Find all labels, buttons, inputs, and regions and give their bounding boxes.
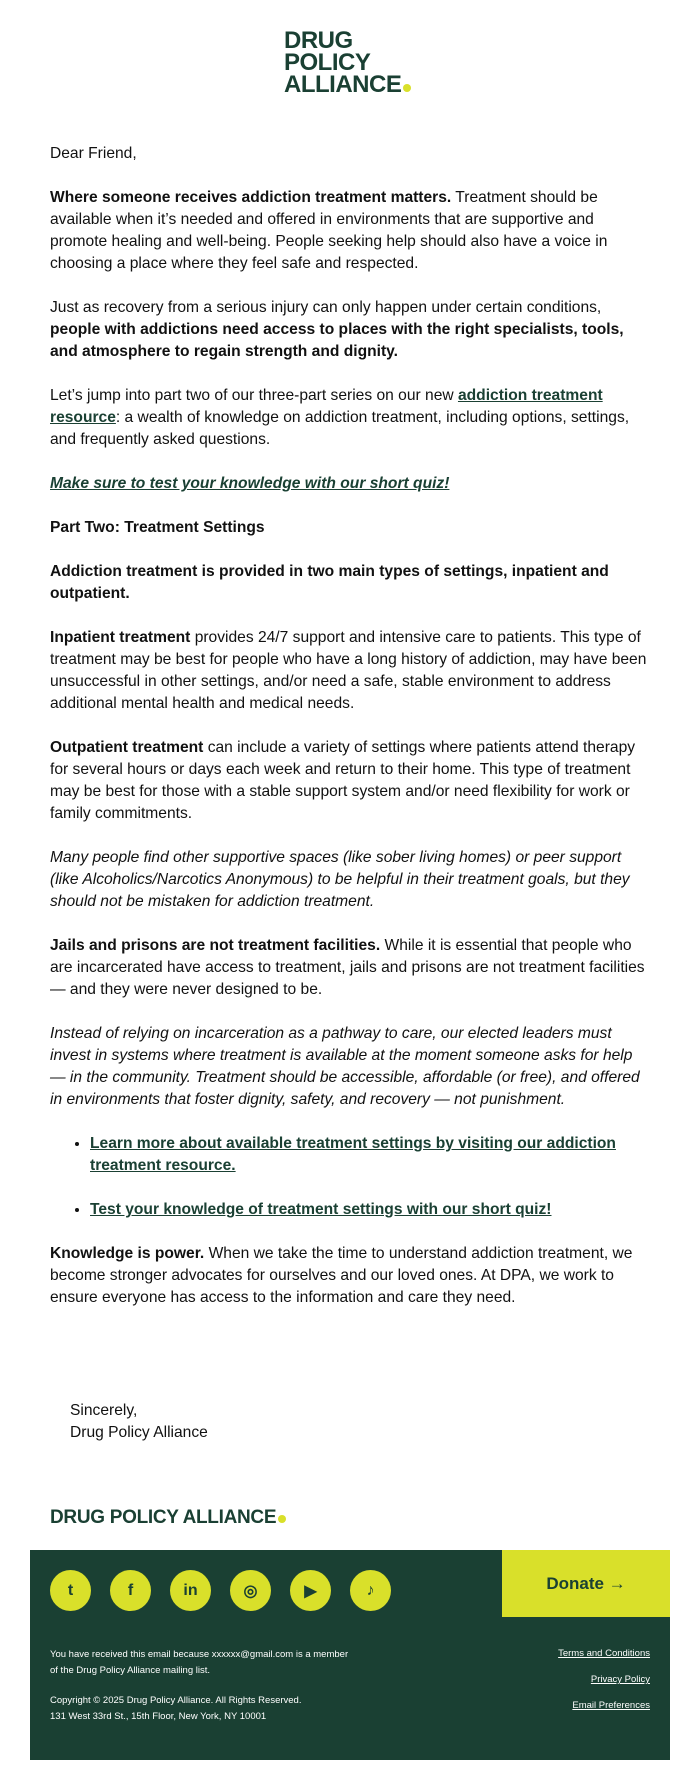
settings-intro-text: Addiction treatment is provided in two main types of settings, inpatient and outpatient. (50, 563, 609, 602)
footer-logo-text: DRUG POLICY ALLIANCE (50, 1507, 277, 1528)
incarceration-paragraph: Instead of relying on incarceration as a pathway to care, our elected leaders must invest in systems where treatment is available at the moment someone asks for help — in the community. Treatment should be accessible, affordable (or free), and offered in environments that foster dignity, safety, and recovery — not punishment. (50, 1025, 640, 1108)
recovery-text: Just as recovery from a serious injury can only happen under certain conditions, (50, 299, 602, 316)
inpatient-text: provides 24/7 support and intensive care to patients. This type of treatment may be best for people who have a long history of addiction, may have been unsuccessful in other settings, and/or need a safe, stable environment to address additional mental health and medical needs. (50, 629, 647, 712)
series-text-start: Let’s jump into part two of our three-part series on our new (50, 387, 458, 404)
facebook-icon[interactable]: f (110, 1570, 151, 1611)
social-links (50, 1570, 391, 1611)
knowledge-text: When we take the time to understand addiction treatment, we become stronger advocates for ourselves and our loved ones. At DPA, we work to ensure everyone has access to the information and care they need. (50, 1245, 633, 1306)
recovery-paragraph (50, 297, 650, 363)
logo-dot-icon (403, 84, 411, 92)
mailing-list-notice: You have received this email because xxxxxx@gmail.com is a member of the Drug Policy Alliance mailing list. (50, 1649, 349, 1676)
intro-paragraph (50, 187, 650, 275)
signature (70, 1400, 208, 1444)
logo-line-2: POLICY (284, 49, 371, 77)
part-title-text: Part Two: Treatment Settings (50, 519, 265, 536)
list-item (90, 1133, 650, 1177)
footer-links (558, 1647, 650, 1725)
footer-logo[interactable] (50, 1507, 286, 1529)
quiz-paragraph (50, 473, 650, 495)
quiz-link[interactable]: Make sure to test your knowledge with our short quiz! (50, 475, 450, 492)
signature-name: Drug Policy Alliance (70, 1424, 208, 1441)
recovery-bold: people with addictions need access to places with the right specialists, tools, and atmosphere to regain strength and dignity. (50, 321, 624, 360)
part-title (50, 517, 650, 539)
outpatient-text: can include a variety of settings where patients attend therapy for several hours or days each week and return to their home. This type of treatment may be best for those with a stable support system and/or need flexibility for work or family commitments. (50, 739, 636, 822)
jails-text: While it is essential that people who are incarcerated have access to treatment, jails and prisons are not treatment facilities — and they were never designed to be. (50, 937, 645, 998)
instagram-icon[interactable]: ◎ (230, 1570, 271, 1611)
outpatient-bold: Outpatient treatment (50, 739, 204, 756)
logo-line-3 (284, 71, 411, 99)
signoff: Sincerely, (70, 1402, 138, 1419)
intro-bold: Where someone receives addiction treatment matters. (50, 189, 452, 206)
jails-bold: Jails and prisons are not treatment facilities. (50, 937, 381, 954)
knowledge-paragraph (50, 1243, 650, 1309)
treatment-settings-link[interactable]: Learn more about available treatment settings by visiting our addiction treatment resource. (90, 1135, 616, 1174)
jails-paragraph (50, 935, 650, 1001)
greeting: Dear Friend, (50, 145, 137, 162)
dpa-logo[interactable] (284, 27, 411, 99)
logo-line-1: DRUG (284, 27, 353, 54)
email-preferences-link[interactable]: Email Preferences (572, 1700, 650, 1711)
copyright-text: Copyright © 2025 Drug Policy Alliance. All Rights Reserved. (50, 1695, 302, 1706)
copyright (50, 1693, 350, 1725)
address: 131 West 33rd St., 15th Floor, New York, NY 10001 (50, 1711, 267, 1722)
footer-logo-dot-icon (278, 1515, 286, 1523)
resource-list (50, 1133, 650, 1221)
footer (30, 1550, 670, 1760)
inpatient-bold: Inpatient treatment (50, 629, 191, 646)
email-body (50, 143, 650, 1331)
addiction-resource-link[interactable]: addiction treatment resource (50, 387, 603, 426)
outpatient-paragraph (50, 737, 650, 825)
series-text-rest: : a wealth of knowledge on addiction treatment, including options, settings, and frequently asked questions. (50, 409, 630, 448)
inpatient-paragraph (50, 627, 650, 715)
terms-link[interactable]: Terms and Conditions (558, 1648, 650, 1659)
list-item (90, 1199, 650, 1221)
supportive-spaces-paragraph: Many people find other supportive spaces (like sober living homes) or peer support (like Alcoholics/Narcotics Anonymous) to be helpful in their treatment goals, but they should not be mistaken for addiction treatment. (50, 849, 630, 910)
logo-line-3-text: ALLIANCE (284, 71, 402, 99)
intro-text: Treatment should be available when it’s needed and offered in environments that are supportive and promote healing and well-being. People seeking help should also have a voice in choosing a place where they feel safe and respected. (50, 189, 608, 272)
youtube-icon[interactable]: ▶ (290, 1570, 331, 1611)
tiktok-icon[interactable]: ♪ (350, 1570, 391, 1611)
privacy-link[interactable]: Privacy Policy (590, 1674, 650, 1685)
settings-quiz-link[interactable]: Test your knowledge of treatment settings with our short quiz! (90, 1201, 552, 1218)
settings-intro (50, 561, 650, 605)
donate-button[interactable]: Donate → (502, 1550, 670, 1617)
twitter-icon[interactable]: t (50, 1570, 91, 1611)
knowledge-bold: Knowledge is power. (50, 1245, 205, 1262)
linkedin-icon[interactable]: in (170, 1570, 211, 1611)
series-paragraph (50, 385, 650, 451)
footer-legal (50, 1647, 350, 1739)
